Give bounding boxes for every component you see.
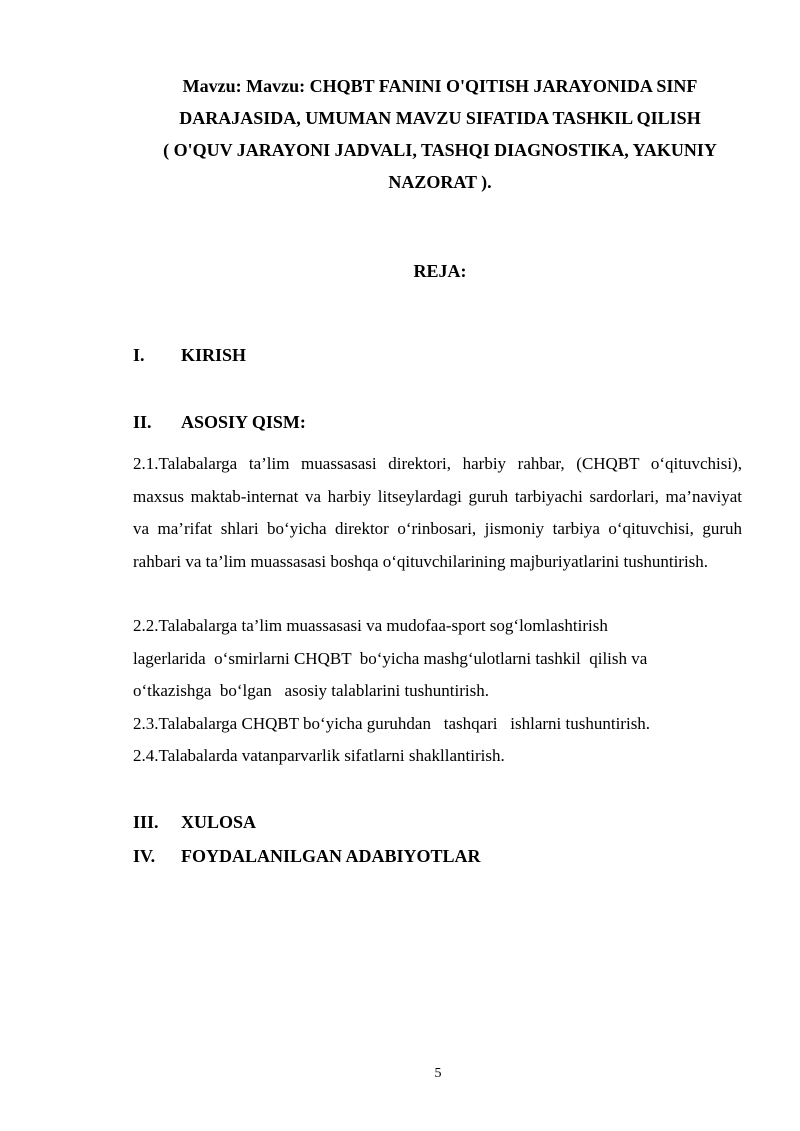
plan-item-2-2-line-3: o‘tkazishga bo‘lgan asosiy talablarini tushuntirish. xyxy=(133,681,489,700)
title-line-1: Mavzu: Mavzu: CHQBT FANINI O'QITISH JARAYONIDA SINF xyxy=(182,76,698,96)
title-line-3: ( O'QUV JARAYONI JADVALI, TASHQI DIAGNOSTIKA, YAKUNIY xyxy=(163,140,717,160)
section-label: KIRISH xyxy=(181,345,247,365)
section-xulosa xyxy=(133,808,256,836)
section-asosiy-qism xyxy=(133,408,306,436)
plan-item-2-1: 2.1.Talabalarga ta’lim muassasasi direktori, harbiy rahbar, (CHQBT o‘qituvchisi), maxsus maktab-internat va harbiy litseylardagi guruh tarbiyachi sardorlari, ma’naviyat va ma’rifat shlari bo‘yicha direktor o‘rinbosari, jismoniy tarbiya o‘qituvchisi, guruh rahbari va ta’lim muassasasi boshqa o‘qituvchilarining majburiyatlarini tushuntirish. xyxy=(133,454,742,571)
plan-item-2-3: 2.3.Talabalarga CHQBT bo‘yicha guruhdan tashqari ishlarni tushuntirish. xyxy=(133,714,651,733)
page-number: 5 xyxy=(434,1066,442,1081)
plan-heading: REJA: xyxy=(413,261,467,281)
title-line-4: NAZORAT ). xyxy=(388,172,492,192)
plan-item-2-4: 2.4.Talabalarda vatanparvarlik sifatlarni shakllantirish. xyxy=(133,746,505,765)
section-label: FOYDALANILGAN ADABIYOTLAR xyxy=(181,846,481,866)
title-line-2: DARAJASIDA, UMUMAN MAVZU SIFATIDA TASHKIL QILISH xyxy=(179,108,701,128)
plan-item-2-2-line-1: 2.2.Talabalarga ta’lim muassasasi va mudofaa-sport sog‘lomlashtirish xyxy=(133,616,608,635)
section-adabiyotlar xyxy=(133,842,481,870)
section-number: I. xyxy=(133,345,145,365)
document-title xyxy=(130,70,750,198)
plan-item-2-2-line-2: lagerlarida o‘smirlarni CHQBT bo‘yicha mashg‘ulotlarni tashkil qilish va xyxy=(133,649,648,668)
section-number: IV. xyxy=(133,846,156,866)
section-label: ASOSIY QISM: xyxy=(181,412,306,432)
section-number: II. xyxy=(133,412,152,432)
section-label: XULOSA xyxy=(181,812,257,832)
section-number: III. xyxy=(133,812,159,832)
section-kirish xyxy=(133,341,246,369)
